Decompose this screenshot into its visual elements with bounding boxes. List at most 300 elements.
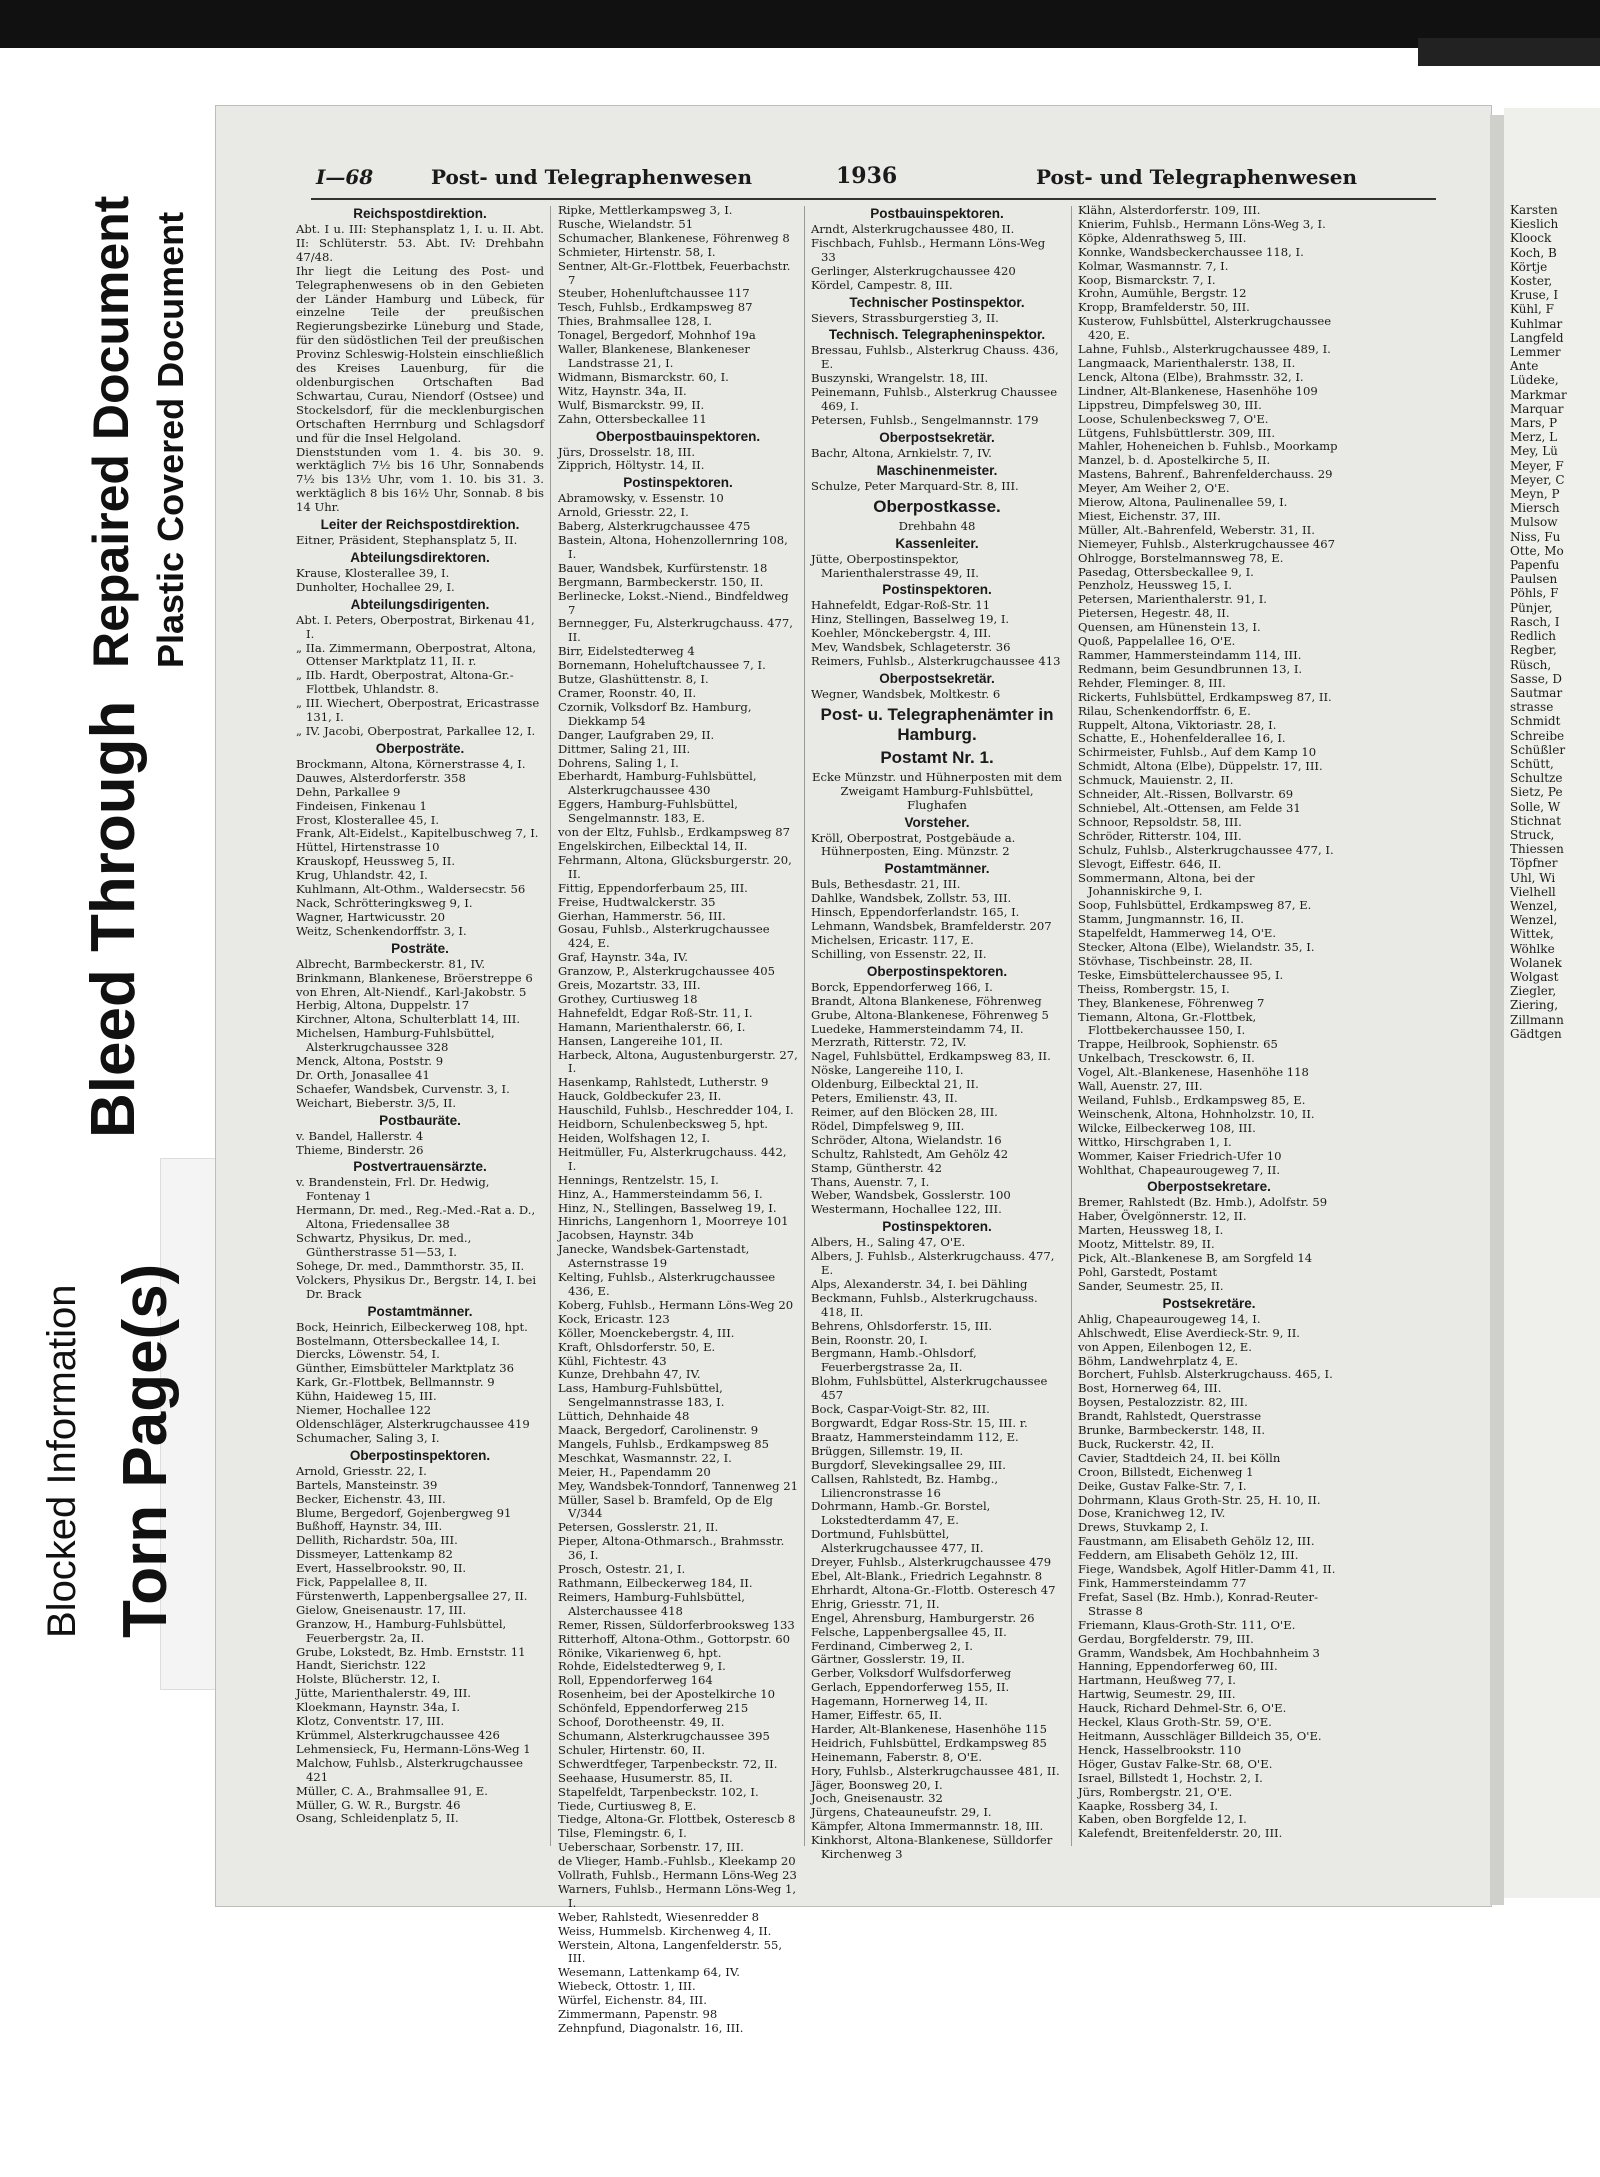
directory-entry: Nöske, Langereihe 110, I.: [811, 1063, 964, 1078]
directory-entry: Borck, Eppendorferweg 166, I.: [811, 979, 993, 994]
fragment-line: strasse: [1510, 700, 1554, 715]
scanner-corner-mark: [1418, 38, 1600, 66]
directory-entry: Miest, Eichenstr. 37, III.: [1078, 508, 1221, 523]
directory-entry: Gerlinger, Alsterkrugchaussee 420: [811, 263, 1016, 278]
directory-entry: Danger, Laufgraben 29, II.: [558, 727, 715, 742]
directory-entry: Weiland, Fuhlsb., Erdkampsweg 85, E.: [1078, 1093, 1306, 1107]
directory-entry: Slevogt, Eiffestr. 646, II.: [1078, 856, 1222, 871]
directory-entry: Rusche, Wielandstr. 51: [558, 216, 694, 231]
directory-entry: Würfel, Eichenstr. 84, III.: [558, 1993, 707, 2008]
directory-entry: Gerlach, Eppendorferweg 155, II.: [811, 1680, 1010, 1695]
directory-entry: Wiebeck, Ottostr. 1, III.: [558, 1979, 696, 1994]
directory-entry: Kark, Gr.-Flottbek, Bellmannstr. 9: [296, 1375, 495, 1390]
directory-entry: Koberg, Fuhlsb., Hermann Löns-Weg 20: [558, 1297, 794, 1312]
directory-entry: Hinz, Stellingen, Basselweg 19, I.: [811, 612, 1010, 627]
directory-entry: Borchert, Fuhlsb. Alsterkrugchauss. 465, I.: [1078, 1367, 1333, 1382]
section-heading: Oberpostinspektoren.: [349, 1447, 491, 1463]
directory-entry: Witz, Haynstr. 34a, II.: [558, 383, 687, 398]
directory-entry: Bostelmann, Ottersbeckallee 14, I.: [296, 1333, 500, 1348]
directory-entry: Niemer, Hochallee 122: [296, 1403, 432, 1418]
directory-entry: Michelsen, Hamburg-Fuhlsbüttel, Alsterkrugchaussee 328: [296, 1026, 495, 1055]
directory-entry: Arnold, Griesstr. 22, I.: [296, 1463, 427, 1478]
directory-entry: Stövhase, Tischbeinstr. 28, II.: [1078, 953, 1253, 968]
directory-entry: Rickerts, Fuhlsbüttel, Erdkampsweg 87, II.: [1078, 689, 1332, 704]
fragment-line: Sautmar: [1510, 685, 1563, 700]
directory-entry: Kuhlmann, Alt-Othm., Waldersecstr. 56: [296, 882, 526, 897]
directory-entry: „ IV. Jacobi, Oberpostrat, Parkallee 12, I.: [296, 724, 536, 738]
directory-entry: Jürs, Drosselstr. 18, III.: [558, 444, 696, 459]
directory-entry: Theiss, Rombergstr. 15, I.: [1078, 981, 1230, 996]
directory-entry: Heitmann, Ausschläger Billdeich 35, O'E.: [1078, 1728, 1322, 1743]
directory-entry: Wall, Auenstr. 27, III.: [1078, 1079, 1203, 1094]
directory-entry: Günther, Eimsbütteler Marktplatz 36: [296, 1361, 515, 1376]
directory-entry: Dellith, Richardstr. 50a, III.: [296, 1533, 458, 1548]
fragment-line: Solle, W: [1510, 799, 1561, 814]
directory-entry: Nack, Schrötteringksweg 9, I.: [296, 895, 473, 910]
directory-entry: de Vlieger, Hamb.-Fuhlsb., Kleekamp 20: [558, 1854, 796, 1869]
directory-entry: Sander, Seumestr. 25, II.: [1078, 1278, 1224, 1293]
column-1: [296, 204, 544, 1854]
directory-entry: Kolmar, Wasmannstr. 7, I.: [1078, 258, 1229, 273]
directory-entry: Marten, Heussweg 18, I.: [1078, 1223, 1224, 1238]
directory-entry: Kühn, Haideweg 15, III.: [296, 1389, 437, 1404]
directory-entry: Pieper, Altona-Othmarsch., Brahmsstr. 36, I.: [558, 1534, 785, 1563]
directory-entry: Eberhardt, Hamburg-Fuhlsbüttel, Alsterkrugchaussee 430: [558, 769, 757, 798]
directory-entry: Pietersen, Hegestr. 48, II.: [1078, 606, 1230, 621]
directory-entry: Lütgens, Fuhlsbüttlerstr. 309, III.: [1078, 425, 1276, 440]
header-rule: [311, 198, 1436, 200]
directory-entry: Krauskopf, Heussweg 5, II.: [296, 854, 456, 869]
directory-entry: Menck, Altona, Poststr. 9: [296, 1054, 444, 1069]
fragment-line: Meyn, P: [1510, 487, 1560, 502]
adjacent-page-fragment: [1504, 108, 1600, 1898]
directory-entry: Hennings, Rentzelstr. 15, I.: [558, 1172, 719, 1187]
directory-entry: Kinkhorst, Altona-Blankenese, Sülldorfer Kirchenweg 3: [811, 1833, 1053, 1862]
directory-entry: Kämpfer, Altona Immermannstr. 18, III.: [811, 1819, 1044, 1834]
section-heading: Maschinenmeister.: [876, 462, 998, 478]
directory-entry: Pick, Alt.-Blankenese B, am Sorgfeld 14: [1078, 1251, 1313, 1266]
fragment-line: Kuhlmar: [1510, 316, 1563, 331]
directory-entry: Gerber, Volksdorf Wulfsdorferweg: [811, 1666, 1012, 1681]
directory-entry: Quoß, Pappelallee 16, O'E.: [1078, 634, 1236, 649]
directory-entry: Bressau, Fuhlsb., Alsterkrug Chauss. 436, E.: [811, 343, 1059, 372]
directory-entry: Schmieter, Hirtenstr. 58, I.: [558, 244, 716, 259]
fragment-line: Redlich: [1510, 629, 1556, 644]
directory-entry: Hahnefeldt, Edgar-Roß-Str. 11: [811, 598, 991, 613]
paragraph: Ihr liegt die Leitung des Post- und Telegraphenwesens ob in den Gebieten der Länder Hamburg und Lübeck, für einzelne Teile der preußischen Regierungsbezirke Lüneburg und Stade, für den südöstlichen Teil der preußischen Provinz Schleswig-Holstein einschließlich des Kreises Lauenburg, für die oldenburgischen Ortschaften Bad Schwartau, Curau, Niendorf (Ostsee) und Stockelsdorf, für die mecklenburgischen Ortschaften Herrnburg und Schlagsdorf und für die Insel Helgoland.: [296, 263, 544, 445]
directory-entry: Mastens, Bahrenf., Bahrenfelderchauss. 29: [1078, 467, 1333, 482]
directory-entry: Petersen, Gosslerstr. 21, II.: [558, 1520, 719, 1535]
directory-entry: „ IIb. Hardt, Oberpostrat, Altona-Gr.-Flottbek, Uhlandstr. 8.: [296, 668, 514, 697]
directory-entry: von Appen, Eilenbogen 12, E.: [1078, 1339, 1252, 1354]
column-divider: [804, 206, 805, 1846]
section-heading: Postamtmänner.: [884, 861, 990, 877]
directory-entry: v. Bandel, Hallerstr. 4: [296, 1128, 424, 1143]
directory-entry: Heidrich, Fuhlsbüttel, Erdkampsweg 85: [811, 1735, 1047, 1750]
directory-entry: Bremer, Rahlstedt (Bz. Hmb.), Adolfstr. 59: [1078, 1195, 1328, 1210]
paragraph: Dienststunden vom 1. 4. bis 30. 9. werktäglich 7½ bis 16 Uhr, Sonnabends 7½ bis 13½ Uhr, vom 1. 10. bis 31. 3. werktäglich 8 bis 16½ Uhr, Sonnab. 8 bis 14 Uhr.: [296, 444, 544, 515]
scanned-page: [215, 105, 1492, 2035]
directory-entry: Steuber, Hohenluftchaussee 117: [558, 286, 750, 301]
fragment-line: Langfeld: [1510, 330, 1564, 345]
section-heading: Technisch. Telegrapheninspektor.: [828, 327, 1046, 343]
directory-entry: Dittmer, Saling 21, III.: [558, 741, 691, 756]
directory-entry: Maack, Bergedorf, Carolinenstr. 9: [558, 1423, 759, 1438]
directory-entry: Bartels, Mansteinstr. 39: [296, 1477, 438, 1492]
directory-entry: Lahne, Fuhlsb., Alsterkrugchaussee 489, I.: [1078, 342, 1331, 357]
directory-entry: Jäger, Boonsweg 20, I.: [811, 1777, 943, 1792]
directory-entry: Braatz, Hammersteindamm 112, E.: [811, 1429, 1019, 1444]
fragment-line: Regber,: [1510, 643, 1557, 658]
directory-entry: „ III. Wiechert, Oberpostrat, Ericastrasse 131, I.: [296, 696, 540, 725]
directory-entry: Buszynski, Wrangelstr. 18, III.: [811, 371, 989, 386]
directory-entry: Bock, Caspar-Voigt-Str. 82, III.: [811, 1402, 990, 1417]
directory-entry: Handt, Sierichstr. 122: [296, 1658, 427, 1673]
directory-entry: Petersen, Marienthalerstr. 91, I.: [1078, 592, 1267, 607]
directory-entry: Stamp, Güntherstr. 42: [811, 1160, 943, 1175]
directory-entry: Sohege, Dr. med., Dammthorstr. 35, II.: [296, 1258, 525, 1273]
directory-entry: Reimers, Hamburg-Fuhlsbüttel, Alsterchaussee 418: [558, 1589, 745, 1618]
directory-entry: Blume, Bergedorf, Gojenbergweg 91: [296, 1505, 512, 1520]
directory-entry: Zipprich, Höltystr. 14, II.: [558, 458, 705, 473]
directory-entry: Penzholz, Heussweg 15, I.: [1078, 578, 1232, 593]
directory-entry: von der Eltz, Fuhlsb., Erdkampsweg 87: [558, 825, 790, 840]
directory-entry: Wulf, Bismarckstr. 99, II.: [558, 397, 705, 412]
directory-entry: Meyer, Am Weiher 2, O'E.: [1078, 481, 1230, 496]
directory-entry: Tilse, Flemingstr. 6, I.: [558, 1826, 687, 1841]
directory-entry: Reimer, auf den Blöcken 28, III.: [811, 1104, 998, 1119]
directory-entry: Dohrens, Saling 1, I.: [558, 755, 679, 770]
directory-entry: Krause, Klosterallee 39, I.: [296, 565, 450, 580]
directory-entry: Tonagel, Bergedorf, Mohnhof 19a: [558, 328, 756, 343]
directory-entry: Bornemann, Hoheluftchaussee 7, I.: [558, 658, 766, 673]
fragment-line: Lüdeke,: [1510, 373, 1559, 388]
fragment-line: Schütt,: [1510, 756, 1554, 771]
directory-entry: Hahnefeldt, Edgar Roß-Str. 11, I.: [558, 1005, 753, 1020]
address-line: Ecke Münzstr. und Hühnerposten mit dem Zweigamt Hamburg-Fuhlsbüttel, Flughafen: [812, 769, 1062, 812]
fragment-line: Mulsow: [1510, 515, 1558, 530]
directory-entry: Klähn, Alsterdorferstr. 109, III.: [1078, 203, 1261, 217]
section-heading: Postsekretäre.: [1162, 1295, 1256, 1311]
column-4: [1078, 204, 1340, 1854]
fragment-line: Zillmann: [1510, 1012, 1564, 1027]
directory-entry: Fiege, Wandsbek, Agolf Hitler-Damm 41, II.: [1078, 1562, 1336, 1577]
directory-entry: Kropp, Bramfelderstr. 50, III.: [1078, 300, 1250, 315]
directory-entry: Alps, Alexanderstr. 34, I. bei Dähling: [811, 1276, 1028, 1291]
directory-entry: Baberg, Alsterkrugchaussee 475: [558, 519, 751, 534]
fragment-line: Sietz, Pe: [1510, 785, 1563, 800]
fragment-line: Koster,: [1510, 274, 1553, 289]
fragment-line: Ziegler,: [1510, 984, 1557, 999]
directory-entry: Osang, Schleidenplatz 5, II.: [296, 1811, 459, 1826]
directory-entry: Malchow, Fuhlsb., Alsterkrugchaussee 421: [296, 1755, 523, 1784]
directory-entry: Bein, Roonstr. 20, I.: [811, 1332, 928, 1347]
office-heading: Oberpostkasse.: [873, 496, 1001, 516]
fragment-line: Pünjer,: [1510, 600, 1553, 615]
directory-entry: Heidborn, Schulenbecksweg 5, hpt.: [558, 1117, 768, 1132]
directory-entry: Frefat, Sasel (Bz. Hmb.), Konrad-Reuter-Strasse 8: [1078, 1589, 1318, 1618]
directory-entry: Friemann, Klaus-Groth-Str. 111, O'E.: [1078, 1617, 1296, 1632]
fragment-line: Wolanek: [1510, 955, 1562, 970]
fragment-line: Schreibe: [1510, 728, 1565, 743]
repaired-document-label: Repaired Document: [83, 195, 139, 668]
directory-entry: Dohrmann, Klaus Groth-Str. 25, H. 10, II.: [1078, 1492, 1321, 1507]
fragment-line: Stichnat: [1510, 813, 1562, 828]
directory-entry: Hagemann, Hornerweg 14, II.: [811, 1694, 988, 1709]
fragment-line: Wenzel,: [1510, 913, 1558, 928]
directory-entry: Croon, Billstedt, Eichenweg 1: [1078, 1464, 1254, 1479]
directory-entry: Kusterow, Fuhlsbüttel, Alsterkrugchaussee 420, E.: [1078, 314, 1332, 343]
directory-entry: Jacobsen, Haynstr. 34b: [558, 1228, 694, 1243]
directory-entry: Mev, Wandsbek, Schlageterstr. 36: [811, 640, 1011, 655]
section-heading: Leiter der Reichspostdirektion.: [320, 517, 520, 533]
directory-entry: Eitner, Präsident, Stephansplatz 5, II.: [296, 533, 518, 548]
directory-entry: Stamm, Jungmannstr. 16, II.: [1078, 912, 1244, 927]
directory-entry: Zehnpfund, Diagonalstr. 16, III.: [558, 2021, 744, 2035]
directory-entry: Sievers, Strassburgerstieg 3, II.: [811, 310, 999, 325]
paragraph: Abt. I u. III: Stephansplatz 1, I. u. II. Abt. II: Schlüterstr. 53. Abt. IV: Drehbahn 47/48.: [296, 222, 544, 264]
directory-entry: Schumacher, Blankenese, Föhrenweg 8: [558, 230, 790, 245]
directory-entry: Fischbach, Fuhlsb., Hermann Löns-Weg 33: [811, 235, 1046, 264]
fragment-line: Ziering,: [1510, 998, 1559, 1013]
directory-entry: Vollrath, Fuhlsb., Hermann Löns-Weg 23: [558, 1868, 797, 1883]
directory-entry: Albrecht, Barmbeckerstr. 81, IV.: [296, 956, 486, 971]
directory-entry: Tesch, Fuhlsb., Erdkampsweg 87: [558, 300, 753, 315]
directory-entry: Arnold, Griesstr. 22, I.: [558, 505, 689, 520]
directory-entry: Burgdorf, Slevekingsallee 29, III.: [811, 1457, 1006, 1472]
directory-entry: Rosenheim, bei der Apostelkirche 10: [558, 1687, 776, 1702]
directory-entry: Ritterhoff, Altona-Othm., Gottorpstr. 60: [558, 1631, 790, 1646]
directory-entry: Kaapke, Rossberg 34, I.: [1078, 1798, 1219, 1813]
directory-entry: Hartmann, Heußweg 77, I.: [1078, 1673, 1236, 1688]
directory-entry: Lehmann, Wandsbek, Bramfelderstr. 207: [811, 919, 1052, 934]
directory-entry: Unkelbach, Tresckowstr. 6, II.: [1078, 1051, 1255, 1066]
directory-entry: Kalefendt, Breitenfelderstr. 20, III.: [1078, 1826, 1283, 1841]
directory-entry: Westermann, Hochallee 122, III.: [811, 1202, 1002, 1217]
directory-entry: Hinz, N., Stellingen, Basselweg 19, I.: [558, 1200, 777, 1215]
directory-entry: Roll, Eppendorferweg 164: [558, 1673, 713, 1688]
directory-entry: Drews, Stuvkamp 2, I.: [1078, 1520, 1209, 1535]
directory-entry: Reimers, Fuhlsb., Alsterkrugchaussee 413: [811, 654, 1061, 669]
directory-entry: Weitz, Schenkendorffstr. 3, I.: [296, 923, 467, 938]
directory-entry: Teske, Eimsbüttelerchaussee 95, I.: [1078, 967, 1284, 982]
directory-entry: Wommer, Kaiser Friedrich-Ufer 10: [1078, 1148, 1282, 1163]
directory-entry: Fürstenwerth, Lappenbergsallee 27, II.: [296, 1588, 528, 1603]
header-right-title: Post- und Telegraphenwesen: [1036, 165, 1358, 189]
directory-entry: Hüttel, Hirtenstrasse 10: [296, 840, 440, 855]
directory-entry: Bost, Hornerweg 64, III.: [1078, 1381, 1222, 1396]
directory-entry: Ebel, Alt-Blank., Friedrich Legahnstr. 8: [811, 1568, 1043, 1583]
directory-entry: Dunholter, Hochallee 29, I.: [296, 579, 455, 594]
directory-entry: Frost, Klosterallee 45, I.: [296, 812, 440, 827]
directory-entry: Abt. I. Peters, Oberpostrat, Birkenau 41, I.: [296, 612, 535, 641]
directory-entry: Gosau, Fuhlsb., Alsterkrugchaussee 424, E.: [558, 922, 770, 951]
directory-entry: Boysen, Pestalozzistr. 82, III.: [1078, 1395, 1248, 1410]
section-heading: Postinspektoren.: [882, 582, 992, 598]
fragment-line: Pöhls, F: [1510, 586, 1559, 601]
column-3: [811, 204, 1063, 1862]
directory-entry: Heitmüller, Fu, Alsterkrugchauss. 442, I.: [558, 1144, 787, 1173]
directory-entry: Vogel, Alt.-Blankenese, Hasenhöhe 118: [1078, 1065, 1309, 1080]
directory-entry: Schultz, Rahlstedt, Am Gehölz 42: [811, 1146, 1009, 1161]
directory-entry: Tiemann, Altona, Gr.-Flottbek, Flottbekerchaussee 150, I.: [1078, 1009, 1257, 1038]
office-heading: Post- u. Telegraphenämter in Hamburg.: [820, 704, 1054, 744]
directory-entry: Behrens, Ohlsdorferstr. 15, III.: [811, 1318, 993, 1333]
directory-entry: Köller, Moenckebergstr. 4, III.: [558, 1325, 735, 1340]
fragment-line: Gädtgen: [1510, 1026, 1562, 1041]
directory-entry: Schirmeister, Fuhlsb., Auf dem Kamp 10: [1078, 745, 1317, 760]
directory-entry: Dr. Orth, Jonasallee 41: [296, 1067, 430, 1082]
directory-entry: Kühl, Fichtestr. 43: [558, 1353, 667, 1368]
directory-entry: v. Brandenstein, Frl. Dr. Hedwig, Fontenay 1: [296, 1175, 490, 1204]
fragment-line: Lemmer: [1510, 345, 1561, 360]
directory-entry: Wesemann, Lattenkamp 64, IV.: [558, 1965, 740, 1980]
directory-entry: Sentner, Alt-Gr.-Flottbek, Feuerbachstr. 7: [558, 258, 791, 287]
directory-entry: Ehrhardt, Altona-Gr.-Flottb. Osteresch 47: [811, 1582, 1056, 1597]
directory-entry: Hansen, Langereihe 101, II.: [558, 1033, 723, 1048]
directory-entry: Wegner, Wandsbek, Moltkestr. 6: [811, 686, 1001, 701]
directory-entry: Cramer, Roonstr. 40, II.: [558, 686, 697, 700]
directory-entry: Schönfeld, Eppendorferweg 215: [558, 1701, 749, 1716]
fragment-line: Schüßler: [1510, 742, 1566, 757]
bleed-through-label: Bleed Through: [79, 700, 148, 1138]
directory-entry: Rönike, Vikarienweg 6, hpt.: [558, 1645, 722, 1660]
directory-entry: Jürgens, Chateauneufstr. 29, I.: [811, 1805, 992, 1820]
directory-entry: Zahn, Ottersbeckallee 11: [558, 411, 707, 426]
directory-entry: Oldenschläger, Alsterkrugchaussee 419: [296, 1416, 530, 1431]
fragment-line: Merz, L: [1510, 430, 1558, 445]
directory-entry: Graf, Haynstr. 34a, IV.: [558, 950, 688, 965]
directory-entry: Rathmann, Eilbeckerweg 184, II.: [558, 1576, 753, 1590]
directory-entry: Oldenburg, Eilbecktal 21, II.: [811, 1077, 979, 1092]
fragment-line: Struck,: [1510, 827, 1555, 842]
directory-entry: Merzrath, Ritterstr. 72, IV.: [811, 1035, 967, 1050]
directory-entry: Thieme, Binderstr. 26: [296, 1142, 424, 1157]
directory-entry: Fink, Hammersteindamm 77: [1078, 1576, 1247, 1590]
fragment-line: Koch, B: [1510, 245, 1557, 260]
fragment-line: Kieslich: [1510, 217, 1559, 232]
directory-entry: Manzel, b. d. Apostelkirche 5, II.: [1078, 453, 1271, 468]
directory-entry: Höger, Gustav Falke-Str. 68, O'E.: [1078, 1756, 1273, 1771]
fragment-line: Paulsen: [1510, 572, 1558, 587]
section-heading: Reichspostdirektion.: [353, 206, 487, 221]
directory-entry: Seehaase, Husumerstr. 85, II.: [558, 1770, 733, 1785]
directory-entry: Schwartz, Physikus, Dr. med., Güntherstrasse 51—53, I.: [296, 1231, 472, 1259]
directory-entry: Schoof, Dorotheenstr. 49, II.: [558, 1715, 725, 1730]
directory-entry: Dose, Kranichweg 12, IV.: [1078, 1506, 1226, 1521]
directory-entry: Evert, Hasselbrookstr. 90, II.: [296, 1561, 467, 1576]
left-margin-notes: [0, 48, 215, 1978]
directory-entry: Jütte, Marienthalerstr. 49, III.: [296, 1686, 471, 1701]
directory-entry: Müller, G. W. R., Burgstr. 46: [296, 1797, 461, 1812]
directory-entry: Gramm, Wandsbek, Am Hochbahnheim 3: [1078, 1645, 1320, 1660]
directory-entry: Rehder, Fleminger. 8, III.: [1078, 675, 1226, 690]
directory-entry: Deike, Gustav Falke-Str. 7, I.: [1078, 1478, 1247, 1493]
section-heading: Postvertrauensärzte.: [353, 1159, 487, 1175]
directory-entry: Fick, Pappelallee 8, II.: [296, 1575, 428, 1590]
directory-entry: Janecke, Wandsbek-Gartenstadt, Asternstrasse 19: [558, 1242, 750, 1271]
directory-entry: Michelsen, Ericastr. 117, E.: [811, 933, 974, 947]
directory-entry: Arndt, Alsterkrugchaussee 480, II.: [811, 222, 1015, 236]
section-heading: Oberpostsekretär.: [879, 670, 995, 686]
directory-entry: Rödel, Dimpfelsweg 9, III.: [811, 1118, 965, 1133]
directory-entry: Wohlthat, Chapeaurougeweg 7, II.: [1078, 1162, 1281, 1177]
directory-entry: Schröder, Ritterstr. 104, III.: [1078, 828, 1242, 843]
directory-entry: Krug, Uhlandstr. 42, I.: [296, 868, 428, 883]
directory-entry: Niemeyer, Fuhlsb., Alsterkrugchaussee 467: [1078, 536, 1336, 551]
directory-entry: Lenck, Altona (Elbe), Brahmsstr. 32, I.: [1078, 369, 1304, 384]
directory-entry: Borgwardt, Edgar Ross-Str. 15, III. r.: [811, 1416, 1028, 1430]
directory-entry: Haber, Övelgönnerstr. 12, II.: [1078, 1209, 1247, 1224]
directory-entry: Nagel, Fuhlsbüttel, Erdkampsweg 83, II.: [811, 1049, 1051, 1064]
directory-entry: Dahlke, Wandsbek, Zollstr. 53, III.: [811, 891, 1012, 906]
directory-entry: Jütte, Oberpostinspektor, Marienthalerstrasse 49, II.: [811, 551, 979, 580]
directory-entry: Dauwes, Alsterdorferstr. 358: [296, 770, 466, 785]
directory-entry: Holste, Blücherstr. 12, I.: [296, 1672, 441, 1687]
section-heading: Vorsteher.: [904, 814, 970, 830]
directory-entry: Schulze, Peter Marquard-Str. 8, III.: [811, 478, 1019, 493]
directory-entry: Soop, Fuhlsbüttel, Erdkampsweg 87, E.: [1078, 898, 1312, 913]
directory-entry: Rammer, Hammersteindamm 114, III.: [1078, 648, 1302, 662]
directory-entry: Fittig, Eppendorferbaum 25, III.: [558, 880, 748, 895]
directory-entry: Weber, Wandsbek, Gosslerstr. 100: [811, 1188, 1011, 1203]
directory-entry: Hinz, A., Hammersteindamm 56, I.: [558, 1186, 763, 1201]
directory-entry: Mangels, Fuhlsb., Erdkampsweg 85: [558, 1436, 770, 1451]
directory-entry: Böhm, Landwehrplatz 4, E.: [1078, 1353, 1239, 1368]
directory-entry: Greis, Mozartstr. 33, III.: [558, 978, 701, 993]
directory-entry: Meier, H., Papendamm 20: [558, 1464, 711, 1479]
directory-entry: Findeisen, Finkenau 1: [296, 798, 427, 813]
directory-entry: Harder, Alt-Blankenese, Hasenhöhe 115: [811, 1721, 1048, 1736]
directory-entry: Ueberschaar, Sorbenstr. 17, III.: [558, 1840, 744, 1855]
section-heading: Oberpostbauinspektoren.: [595, 428, 761, 444]
fragment-line: Meyer, C: [1510, 472, 1565, 487]
directory-entry: Koehler, Mönckebergstr. 4, III.: [811, 626, 992, 641]
directory-entry: Harbeck, Altona, Augustenburgerstr. 27, I.: [558, 1047, 798, 1076]
section-heading: Kassenleiter.: [895, 535, 979, 551]
directory-entry: Buls, Bethesdastr. 21, III.: [811, 877, 961, 892]
directory-entry: Knierim, Fuhlsb., Hermann Löns-Weg 3, I.: [1078, 216, 1326, 231]
directory-entry: Krümmel, Alsterkrugchaussee 426: [296, 1728, 500, 1742]
directory-entry: Werstein, Altona, Langenfelderstr. 55, III.: [558, 1937, 783, 1966]
directory-entry: Kirchner, Altona, Schulterblatt 14, III.: [296, 1012, 521, 1027]
directory-entry: Czornik, Volksdorf Bz. Hamburg, Diekkamp 54: [558, 699, 752, 728]
directory-entry: Warners, Fuhlsb., Hermann Löns-Weg 1, I.: [558, 1881, 797, 1910]
directory-entry: Volckers, Physikus Dr., Bergstr. 14, I. bei Dr. Brack: [296, 1272, 537, 1301]
directory-entry: Langmaack, Marienthalerstr. 138, II.: [1078, 355, 1296, 370]
directory-entry: Bachr, Altona, Arnkielstr. 7, IV.: [811, 445, 992, 460]
directory-entry: Rohde, Eidelstedterweg 9, I.: [558, 1659, 726, 1674]
directory-entry: Wittko, Hirschgraben 1, I.: [1078, 1134, 1232, 1149]
directory-entry: Birr, Eidelstedterweg 4: [558, 644, 695, 659]
directory-entry: Ahlschwedt, Elise Averdieck-Str. 9, II.: [1078, 1325, 1300, 1340]
directory-entry: Kröll, Oberpostrat, Postgebäude a. Hühnerposten, Eing. Münzstr. 2: [811, 830, 1016, 859]
directory-entry: Jürs, Rombergstr. 21, O'E.: [1078, 1784, 1233, 1799]
directory-entry: Klotz, Conventstr. 17, III.: [296, 1714, 445, 1729]
directory-entry: Stapelfeldt, Hammerweg 14, O'E.: [1078, 926, 1277, 941]
directory-entry: Hauck, Richard Dehmel-Str. 6, O'E.: [1078, 1701, 1287, 1716]
column-divider: [1071, 206, 1072, 1846]
section-heading: Postinspektoren.: [623, 475, 733, 491]
directory-entry: Kraft, Ohlsdorferstr. 50, E.: [558, 1339, 716, 1354]
directory-entry: Petersen, Fuhlsb., Sengelmannstr. 179: [811, 412, 1039, 427]
directory-entry: Gierhan, Hammerstr. 56, III.: [558, 908, 726, 923]
directory-entry: Bock, Heinrich, Eilbeckerweg 108, hpt.: [296, 1319, 528, 1334]
directory-entry: Weber, Rahlstedt, Wiesenredder 8: [558, 1909, 760, 1924]
fragment-line: Kloock: [1510, 231, 1552, 246]
directory-entry: Hamann, Marienthalerstr. 66, I.: [558, 1019, 746, 1034]
fragment-line: Otte, Mo: [1510, 543, 1564, 558]
